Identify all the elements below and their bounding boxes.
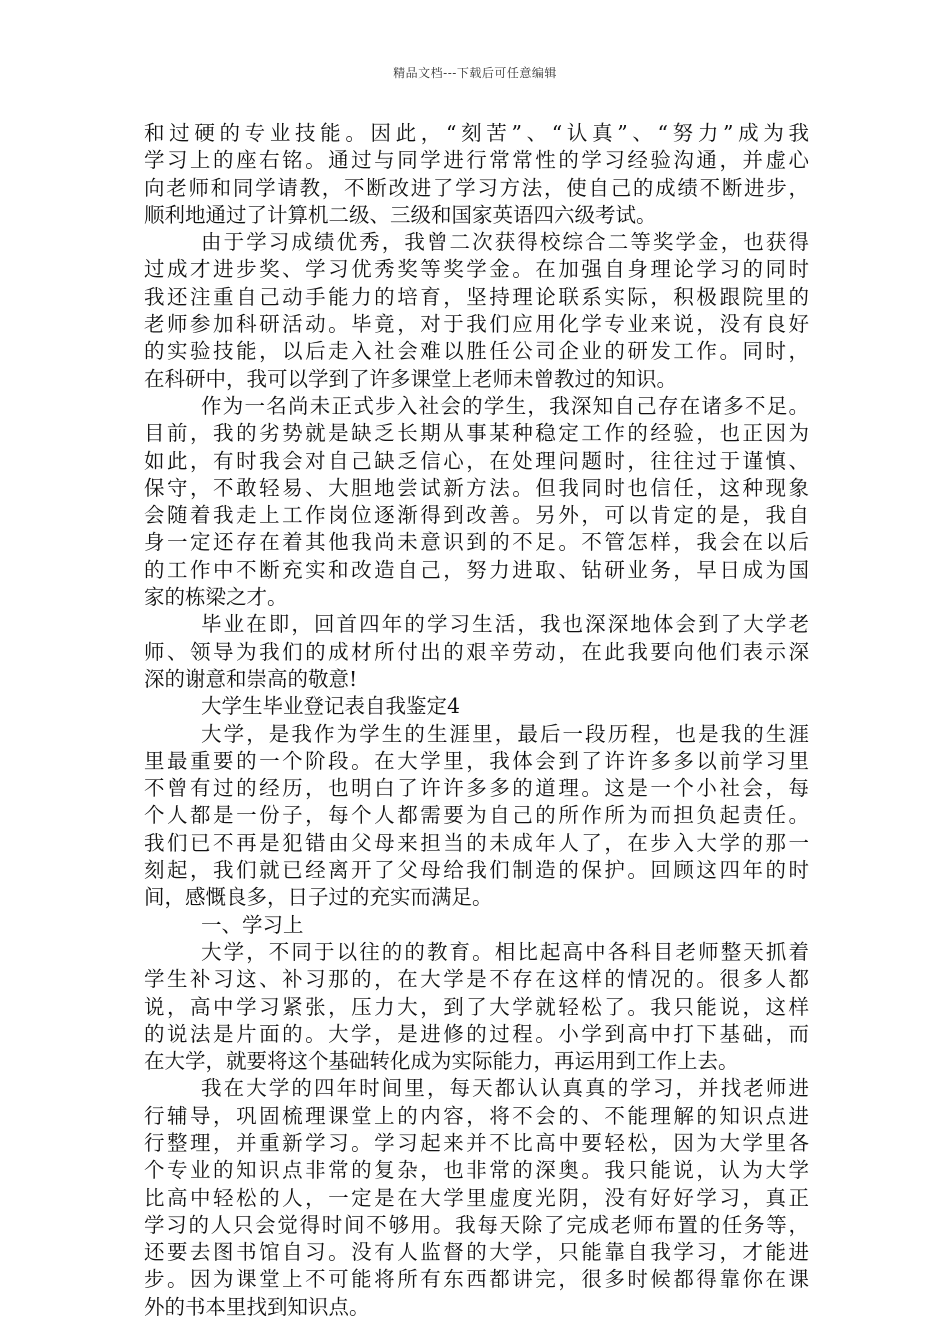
text-line: 不曾有过的经历，也明白了许许多多的道理。这是一个小社会，每	[144, 776, 809, 801]
text-line: 过成才进步奖、学习优秀奖等奖学金。在加强自身理论学习的同时	[144, 257, 809, 282]
paragraph	[144, 693, 809, 720]
text-line: 由于学习成绩优秀，我曾二次获得校综合二等奖学金，也获得	[201, 230, 809, 255]
paragraph	[144, 611, 809, 693]
text-line: 目前，我的劣势就是缺乏长期从事某种稳定工作的经验，也正因为	[144, 421, 809, 446]
text-line: 和过硬的专业技能。因此，“刻苦”、“认真”、“努力”成为我	[144, 121, 809, 145]
paragraph	[144, 120, 809, 229]
text-line: 还要去图书馆自习。没有人监督的大学，只能靠自我学习，才能进	[144, 1240, 809, 1265]
text-line: 的说法是片面的。大学，是进修的过程。小学到高中打下基础，而	[144, 1021, 809, 1046]
paragraph	[144, 393, 809, 611]
text-line: 步。因为课堂上不可能将所有东西都讲完，很多时候都得靠你在课	[144, 1267, 809, 1292]
text-line: 毕业在即，回首四年的学习生活，我也深深地体会到了大学老	[201, 612, 809, 637]
paragraph	[144, 229, 809, 393]
text-line: 会随着我走上工作岗位逐渐得到改善。另外，可以肯定的是，我自	[144, 503, 809, 528]
text-line: 深的谢意和崇高的敬意!	[144, 666, 358, 691]
text-line: 如此，有时我会对自己缺乏信心，在处理问题时，往往过于谨慎、	[144, 448, 809, 473]
text-line: 作为一名尚未正式步入社会的学生，我深知自己存在诸多不足。	[201, 393, 809, 418]
paragraph	[144, 721, 809, 912]
page-header: 精品文档---下载后可任意编辑	[393, 66, 557, 80]
text-line: 大学生毕业登记表自我鉴定4	[201, 694, 461, 719]
text-line: 家的栋梁之才。	[144, 585, 288, 610]
text-line: 在科研中，我可以学到了许多课堂上老师未曾教过的知识。	[144, 366, 677, 391]
text-line: 学习上的座右铭。通过与同学进行常常性的学习经验沟通，并虚心	[144, 148, 809, 173]
paragraph	[144, 939, 809, 1075]
text-line: 我还注重自己动手能力的培育，坚持理论联系实际，积极跟院里的	[144, 284, 809, 309]
text-line: 身一定还存在着其他我尚未意识到的不足。不管怎样，我会在以后	[144, 530, 809, 555]
text-line: 个专业的知识点非常的复杂，也非常的深奥。我只能说，认为大学	[144, 1158, 809, 1183]
paragraph	[144, 912, 809, 939]
text-line: 保守，不敢轻易、大胆地尝试新方法。但我同时也信任，这种现象	[144, 475, 809, 500]
text-line: 学生补习这、补习那的，在大学是不存在这样的情况的。很多人都	[144, 967, 809, 992]
text-line: 个人都是一份子，每个人都需要为自己的所作所为而担负起责任。	[144, 803, 809, 828]
text-line: 老师参加科研活动。毕竟，对于我们应用化学专业来说，没有良好	[144, 312, 809, 337]
text-line: 顺利地通过了计算机二级、三级和国家英语四六级考试。	[144, 202, 657, 227]
text-line: 向老师和同学请教，不断改进了学习方法，使自己的成绩不断进步，	[144, 175, 809, 200]
text-line: 行辅导，巩固梳理课堂上的内容，将不会的、不能理解的知识点进	[144, 1103, 809, 1128]
text-line: 大学，不同于以往的的教育。相比起高中各科目老师整天抓着	[201, 939, 809, 964]
text-line: 行整理，并重新学习。学习起来并不比高中要轻松，因为大学里各	[144, 1130, 809, 1155]
text-line: 里最重要的一个阶段。在大学里，我体会到了许许多多以前学习里	[144, 748, 809, 773]
text-line: 说，高中学习紧张，压力大，到了大学就轻松了。我只能说，这样	[144, 994, 809, 1019]
text-line: 的实验技能，以后走入社会难以胜任公司企业的研发工作。同时，	[144, 339, 809, 364]
paragraph	[144, 1075, 809, 1321]
document-body	[144, 120, 809, 1321]
text-line: 我在大学的四年时间里，每天都认认真真的学习，并找老师进	[201, 1076, 809, 1101]
text-line: 师、领导为我们的成材所付出的艰辛劳动，在此我要向他们表示深	[144, 639, 809, 664]
text-line: 在大学，就要将这个基础转化成为实际能力，再运用到工作上去。	[144, 1049, 739, 1074]
text-line: 学习的人只会觉得时间不够用。我每天除了完成老师布置的任务等，	[144, 1212, 809, 1237]
text-line: 大学，是我作为学生的生涯里，最后一段历程，也是我的生涯	[201, 721, 809, 746]
text-line: 刻起，我们就已经离开了父母给我们制造的保护。回顾这四年的时	[144, 858, 809, 883]
text-line: 的工作中不断充实和改造自己，努力进取、钻研业务，早日成为国	[144, 557, 809, 582]
text-line: 比高中轻松的人，一定是在大学里虚度光阴，没有好好学习，真正	[144, 1185, 809, 1210]
text-line: 间，感慨良多，日子过的充实而满足。	[144, 885, 493, 910]
text-line: 一、学习上	[201, 912, 304, 937]
text-line: 外的书本里找到知识点。	[144, 1294, 370, 1319]
text-line: 我们已不再是犯错由父母来担当的未成年人了，在步入大学的那一	[144, 830, 809, 855]
